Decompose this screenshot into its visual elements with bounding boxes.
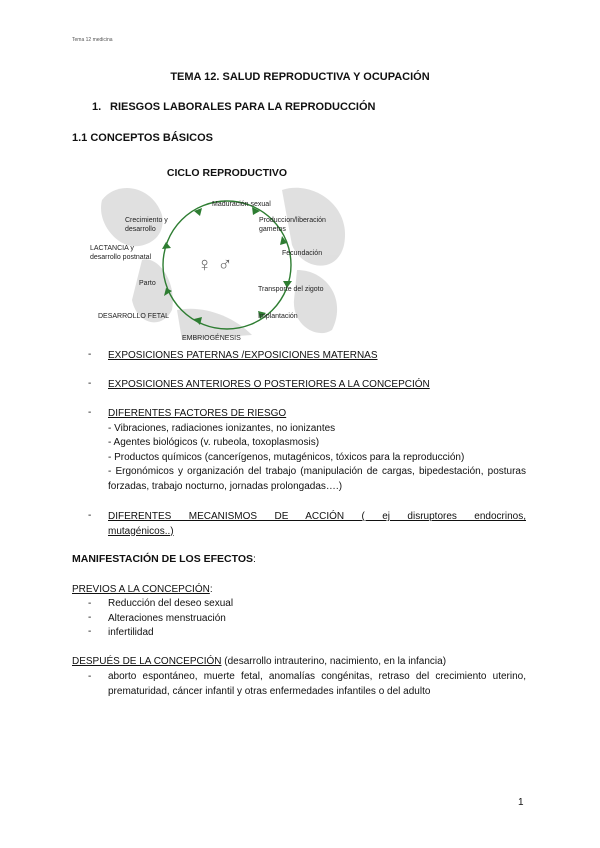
bullet-exposiciones-anteriores xyxy=(108,378,526,393)
previos-list xyxy=(108,597,233,641)
label-implantacion: Implantación xyxy=(258,313,298,320)
list-item: aborto espontáneo, muerte fetal, anomalías congénitas, retraso del crecimiento uterino, prematuridad, cáncer infantil y otras enfermedades infantiles o del adulto xyxy=(108,671,526,697)
bullet-dash: - xyxy=(88,612,92,623)
bullet-dash: - xyxy=(88,671,92,682)
previos-heading xyxy=(72,584,213,595)
label-crecimiento-line2: desarrollo xyxy=(125,226,156,233)
label-crecimiento-line1: Crecimiento y xyxy=(125,217,168,224)
risk-item: - Productos químicos (cancerígenos, mutagénicos, tóxicos para la reproducción) xyxy=(108,451,465,463)
risk-item: - Agentes biológicos (v. rubeola, toxoplasmosis) xyxy=(108,437,320,448)
despues-list xyxy=(108,670,526,699)
label-crecimiento xyxy=(125,216,168,234)
label-produccion-line2: gametos xyxy=(259,226,286,233)
despues-heading-rest: (desarrollo intrauterino, nacimiento, en la infancia) xyxy=(221,656,447,667)
effects-heading-text: MANIFESTACIÓN DE LOS EFECTOS xyxy=(72,553,254,565)
bullet-2-text: EXPOSICIONES ANTERIORES O POSTERIORES A LA CONCEPCIÓN xyxy=(108,379,430,390)
label-lactancia-line1: LACTANCIA y xyxy=(90,245,134,252)
bullet-1-text: EXPOSICIONES PATERNAS /EXPOSICIONES MATERNAS xyxy=(108,350,378,361)
bullet-dash: - xyxy=(88,598,92,609)
label-lactancia xyxy=(90,244,151,262)
section-1-number: 1. xyxy=(92,101,102,113)
document-title: TEMA 12. SALUD REPRODUCTIVA Y OCUPACIÓN xyxy=(170,71,430,83)
bullet-4-text: DIFERENTES MECANISMOS DE ACCIÓN ( ej disruptores endocrinos, mutagénicos..) xyxy=(108,511,526,537)
header-note: Tema 12 medicina xyxy=(72,37,113,43)
page-number: 1 xyxy=(518,797,524,808)
arrow-head-7 xyxy=(162,242,171,249)
figure-title: CICLO REPRODUCTIVO xyxy=(166,167,288,179)
reproductive-cycle-figure xyxy=(82,160,372,346)
label-parto: Parto xyxy=(139,280,156,287)
despues-heading-text: DESPUÉS DE LA CONCEPCIÓN xyxy=(72,656,222,667)
list-item: infertilidad xyxy=(108,627,154,638)
label-maduracion: Maduración sexual xyxy=(212,201,271,208)
effects-heading-colon: : xyxy=(253,553,256,565)
label-desarrollo-fetal: DESARROLLO FETAL xyxy=(98,313,170,320)
effects-heading xyxy=(72,553,256,565)
bullet-dash: - xyxy=(88,349,92,360)
section-1-title: RIESGOS LABORALES PARA LA REPRODUCCIÓN xyxy=(110,101,376,113)
section-1-1-heading: 1.1 CONCEPTOS BÁSICOS xyxy=(72,132,213,144)
label-fecundacion: Fecundación xyxy=(282,250,323,257)
bullet-exposiciones-paternas xyxy=(108,349,526,364)
bullet-mecanismos xyxy=(108,510,526,539)
label-lactancia-line2: desarrollo postnatal xyxy=(90,254,152,261)
bullet-dash: - xyxy=(88,510,92,521)
bullet-dash: - xyxy=(88,407,92,418)
risk-item: - Vibraciones, radiaciones ionizantes, no ionizantes xyxy=(108,422,336,434)
label-embriogenesis: EMBRIOGÉNESIS xyxy=(182,335,241,342)
label-produccion-line1: Produccion/liberación xyxy=(259,217,326,224)
bullet-factores-riesgo xyxy=(108,407,526,494)
despues-heading xyxy=(72,656,446,667)
previos-heading-colon: : xyxy=(209,584,213,595)
label-transporte: Transporte del zigoto xyxy=(258,286,324,293)
bullet-dash: - xyxy=(88,626,92,637)
gender-symbols-icon: ♀ ♂ xyxy=(197,254,233,276)
label-produccion xyxy=(259,216,326,234)
list-item: Alteraciones menstruación xyxy=(108,612,226,624)
section-1-heading xyxy=(92,101,375,113)
risk-item: - Ergonómicos y organización del trabajo (manipulación de cargas, bipedestación, posturas forzadas, trabajo nocturno, jornadas prolongadas….) xyxy=(108,466,526,492)
previos-heading-text: PREVIOS A LA CONCEPCIÓN xyxy=(72,584,210,595)
list-item: Reducción del deseo sexual xyxy=(108,598,234,609)
bullet-3-text: DIFERENTES FACTORES DE RIESGO xyxy=(108,408,287,419)
bullet-dash: - xyxy=(88,378,92,389)
